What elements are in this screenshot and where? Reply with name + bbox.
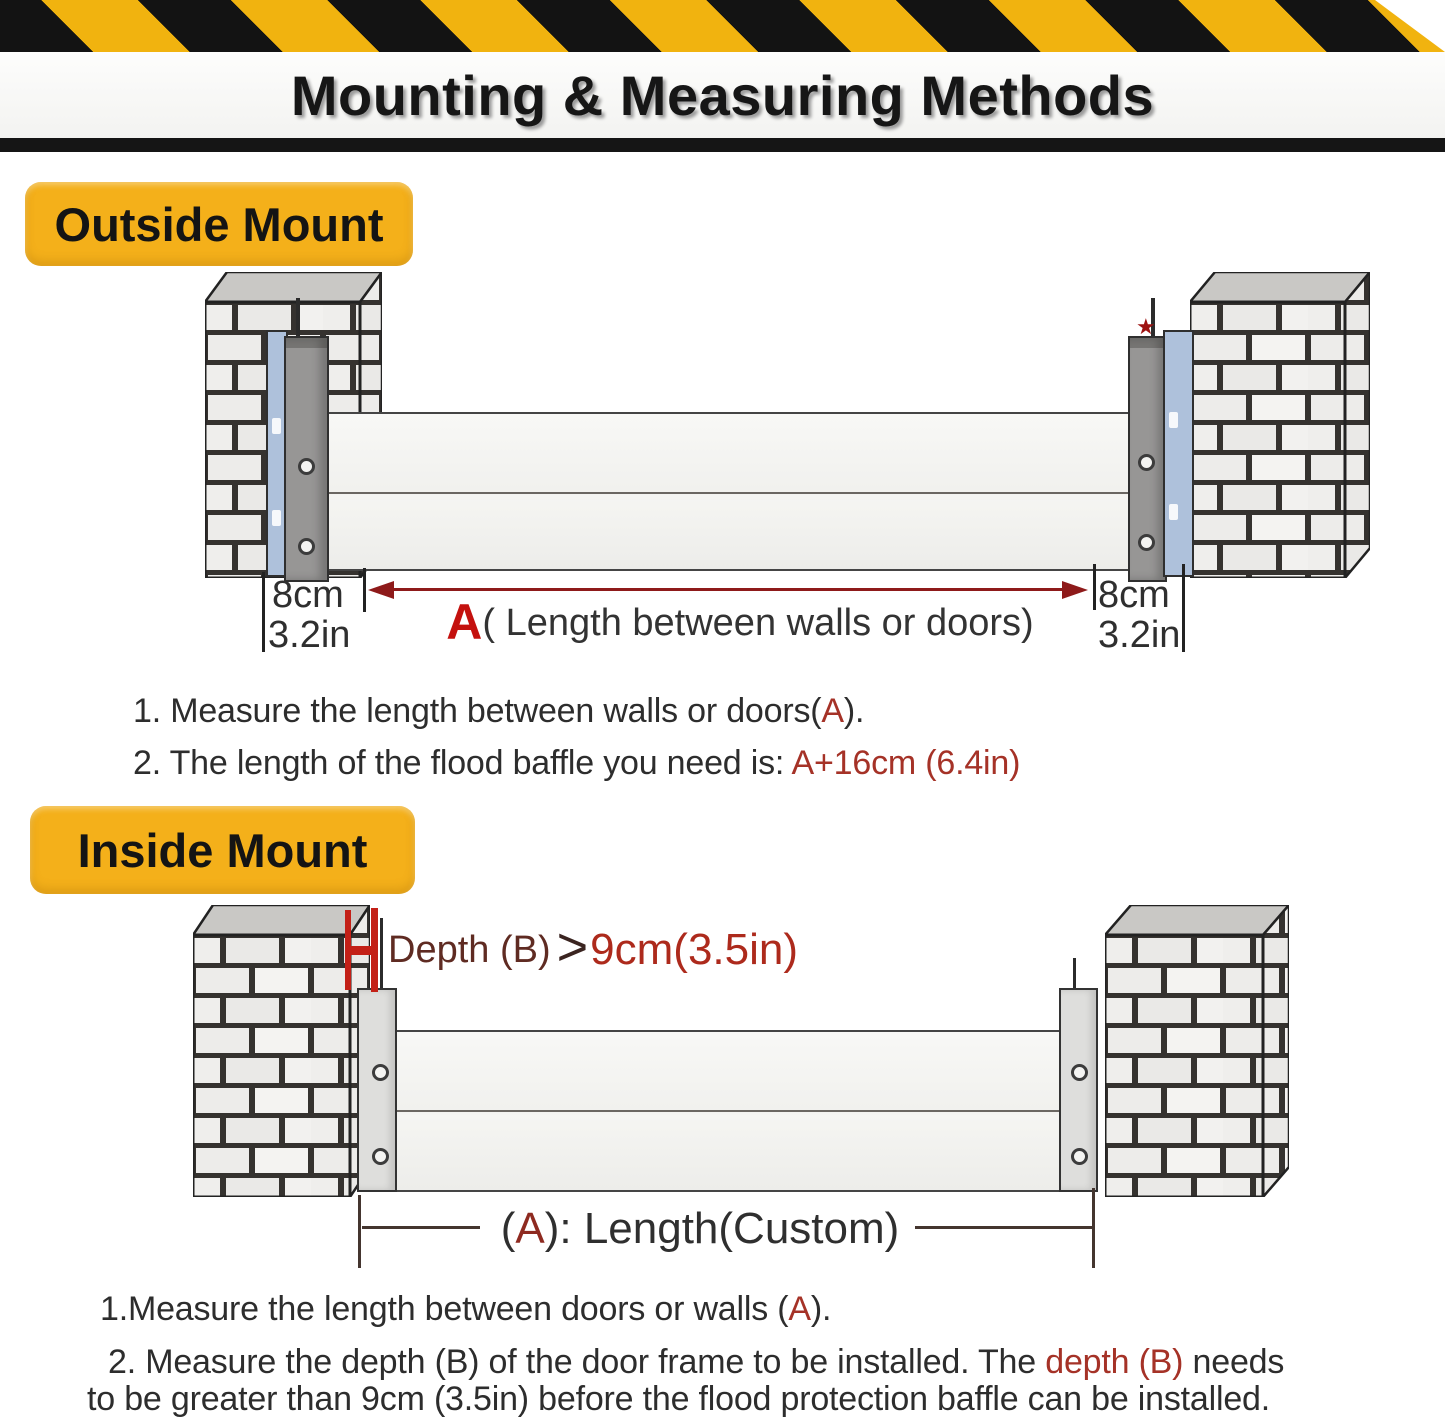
title-band bbox=[0, 52, 1445, 138]
inside-right-brick-wall bbox=[1105, 905, 1289, 1197]
caption-text: ): Length(Custom) bbox=[544, 1204, 900, 1253]
outside-right-wall-channel bbox=[1163, 330, 1194, 577]
screw-hole bbox=[1138, 454, 1155, 471]
step-text: 2. The length of the flood baffle you need is: bbox=[133, 744, 792, 782]
dim-left-in: 3.2in bbox=[268, 614, 351, 656]
dim-arrow-line bbox=[392, 588, 1064, 591]
outside-flood-barrier bbox=[325, 412, 1135, 571]
caption-a: A bbox=[515, 1204, 545, 1253]
barrier-panel-seam bbox=[327, 492, 1133, 494]
caption-text: ( Length between walls or doors) bbox=[482, 602, 1034, 644]
step-highlight: A bbox=[821, 692, 844, 730]
dim-tick bbox=[1093, 564, 1096, 610]
arrowhead-right-icon bbox=[1062, 581, 1088, 599]
screw-hole bbox=[1138, 534, 1155, 551]
step-text: ). bbox=[843, 692, 865, 730]
dim-right-cm: 8cm bbox=[1098, 574, 1170, 616]
step-text: needs bbox=[1183, 1343, 1285, 1381]
inside-left-brick-wall bbox=[193, 905, 370, 1197]
outside-right-bracket bbox=[1128, 336, 1167, 582]
inside-step-1 bbox=[100, 1290, 831, 1329]
star-marker-icon: ★ bbox=[1136, 314, 1156, 339]
inside-step-2-line-2: to be greater than 9cm (3.5in) before the flood protection baffle can be installed. bbox=[87, 1380, 1270, 1418]
caption-text: ( bbox=[500, 1204, 516, 1253]
barrier-panel-seam bbox=[384, 1110, 1062, 1112]
step-highlight: A+16cm (6.4in) bbox=[791, 744, 1021, 782]
measure-vertical bbox=[358, 1195, 361, 1268]
outside-step-2 bbox=[133, 744, 1020, 783]
inside-right-anchor-pin bbox=[1073, 958, 1076, 990]
screw-hole bbox=[298, 458, 315, 475]
outside-right-brick-wall bbox=[1190, 272, 1370, 578]
dim-tick bbox=[262, 572, 265, 652]
step-text: 1.Measure the length between doors or walls ( bbox=[100, 1290, 789, 1328]
step-text: 1. Measure the length between walls or doors( bbox=[133, 692, 822, 730]
hazard-stripe-notch bbox=[1375, 0, 1445, 52]
dim-right-in: 3.2in bbox=[1098, 614, 1181, 656]
inside-mount-badge: Inside Mount bbox=[30, 806, 415, 894]
measure-segment bbox=[915, 1226, 1092, 1229]
screw-hole bbox=[1071, 1148, 1088, 1165]
measure-vertical bbox=[1092, 1188, 1095, 1268]
screw-hole bbox=[372, 1064, 389, 1081]
dim-tick bbox=[363, 568, 366, 612]
channel-clip bbox=[1169, 504, 1178, 520]
outside-mount-badge: Outside Mount bbox=[25, 182, 413, 266]
screw-hole bbox=[1071, 1064, 1088, 1081]
depth-gauge-pin bbox=[380, 918, 383, 992]
page-title: Mounting & Measuring Methods bbox=[290, 63, 1155, 127]
inside-right-mount-plate bbox=[1059, 988, 1098, 1192]
outside-step-1 bbox=[133, 692, 864, 731]
depth-caption bbox=[388, 916, 798, 984]
step-text: 2. Measure the depth (B) of the door frame to be installed. The bbox=[108, 1343, 1046, 1381]
depth-value: 9cm(3.5in) bbox=[590, 925, 799, 974]
screw-hole bbox=[298, 538, 315, 555]
depth-label: Depth (B) bbox=[388, 928, 551, 971]
step-highlight: depth (B) bbox=[1045, 1343, 1184, 1381]
arrowhead-left-icon bbox=[368, 581, 394, 599]
length-a-caption bbox=[420, 594, 1060, 650]
length-caption bbox=[480, 1204, 920, 1254]
greater-than-sign: > bbox=[556, 917, 589, 977]
outside-left-bracket bbox=[284, 336, 329, 582]
measure-segment bbox=[362, 1226, 480, 1229]
depth-gauge-crossbar bbox=[345, 946, 378, 955]
channel-clip bbox=[1169, 412, 1178, 428]
hazard-stripe-band bbox=[0, 0, 1445, 52]
inside-step-2-line-1 bbox=[108, 1343, 1284, 1382]
outside-left-anchor-pin bbox=[296, 298, 300, 340]
caption-a: A bbox=[446, 594, 483, 650]
dim-left-cm: 8cm bbox=[272, 574, 344, 616]
step-highlight: A bbox=[788, 1290, 811, 1328]
header-divider-bar bbox=[0, 138, 1445, 152]
dim-tick bbox=[1182, 564, 1185, 652]
inside-flood-barrier bbox=[382, 1030, 1064, 1192]
channel-clip bbox=[272, 510, 281, 526]
channel-clip bbox=[272, 418, 281, 434]
step-text: ). bbox=[810, 1290, 832, 1328]
inside-left-mount-plate bbox=[357, 988, 397, 1192]
screw-hole bbox=[372, 1148, 389, 1165]
